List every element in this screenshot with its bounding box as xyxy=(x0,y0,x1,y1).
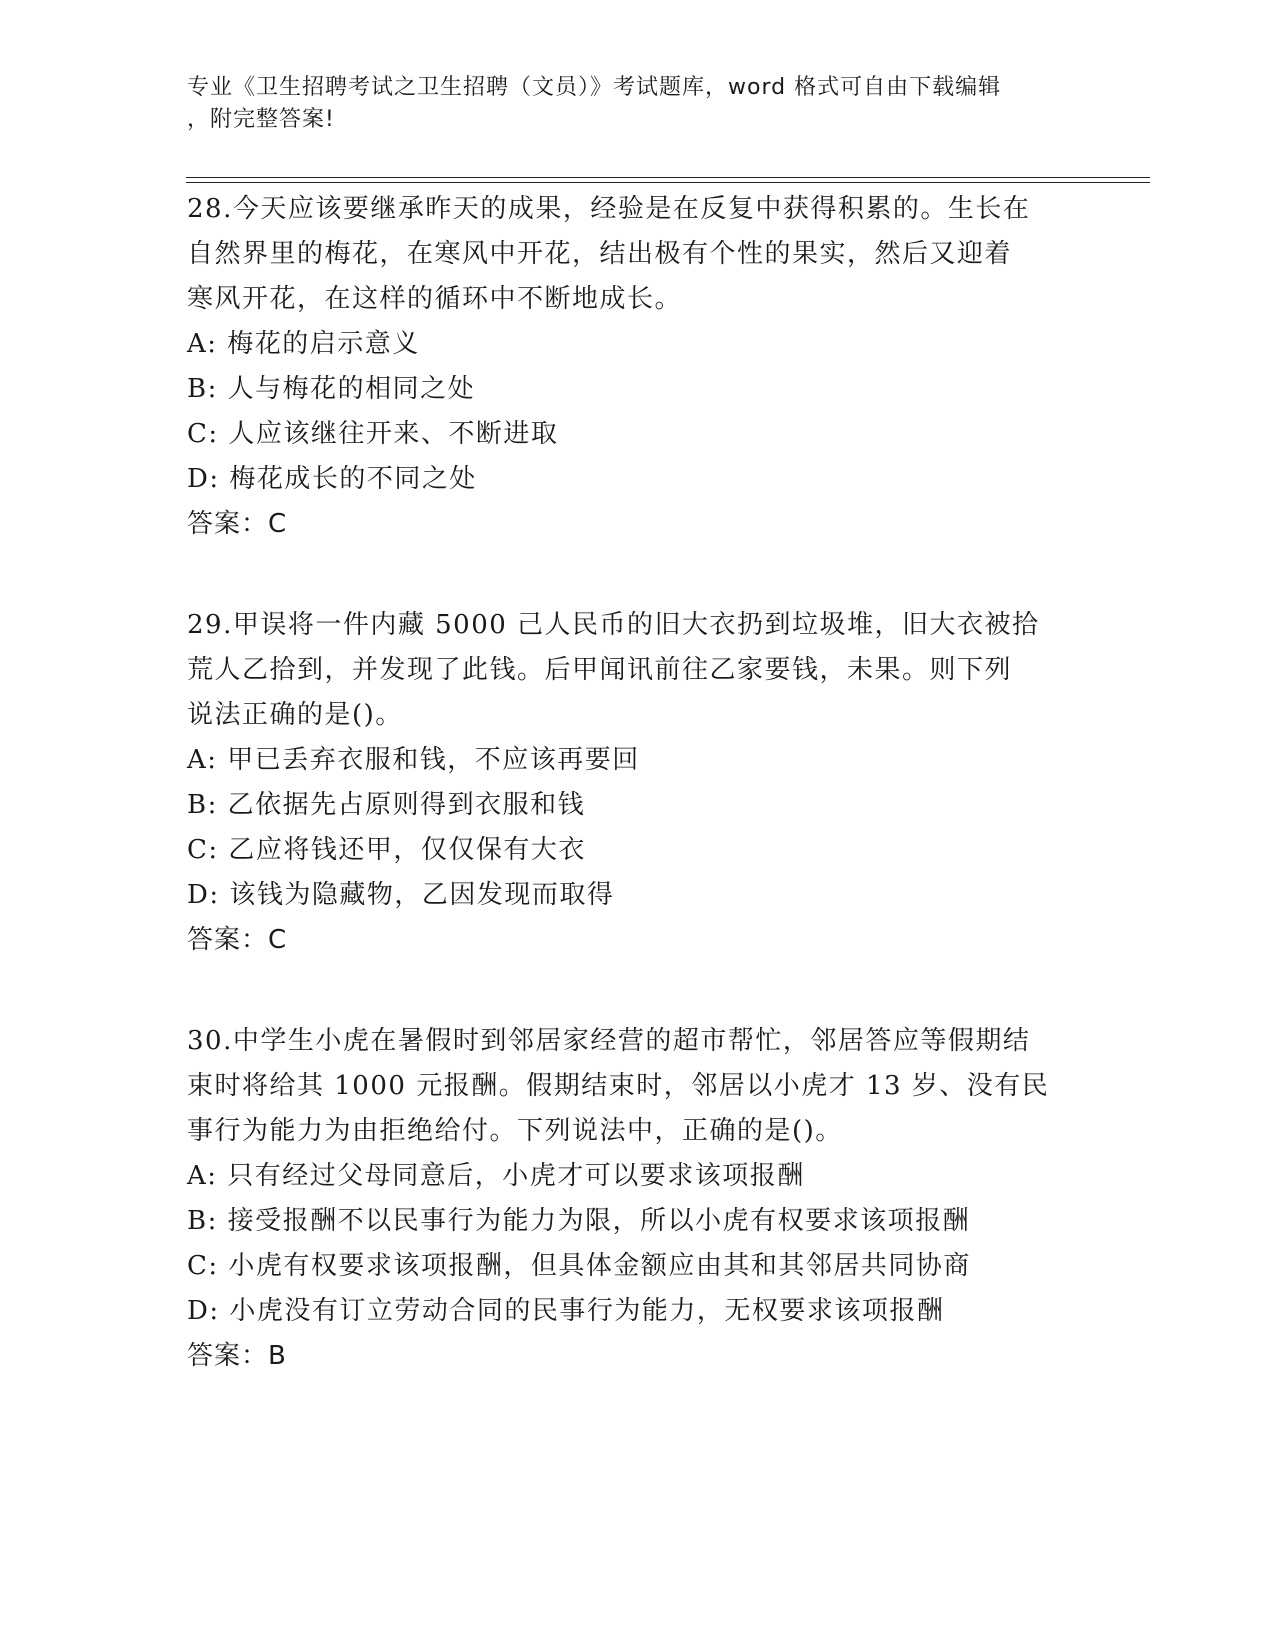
document-header: 专业《卫生招聘考试之卫生招聘（文员）》考试题库，word 格式可自由下载编辑 ，附完整答案! xyxy=(187,75,1002,132)
option-c: C: 人应该继往开来、不断进取 xyxy=(187,419,559,449)
question-30 xyxy=(187,1019,1187,1379)
option-b: B: 乙依据先占原则得到衣服和钱 xyxy=(187,790,586,820)
answer-line: 答案：B xyxy=(187,1341,287,1371)
option-d: D: 小虎没有订立劳动合同的民事行为能力，无权要求该项报酬 xyxy=(187,1296,945,1326)
question-29 xyxy=(187,603,1187,963)
option-d: D: 梅花成长的不同之处 xyxy=(187,464,477,494)
question-stem: 28.今天应该要继承昨天的成果，经验是在反复中获得积累的。生长在 自然界里的梅花，在寒风中开花，结出极有个性的果实，然后又迎着 寒风开花，在这样的循环中不断地成长。 xyxy=(187,194,1031,314)
header-divider-bottom xyxy=(186,182,1150,183)
option-a: A: 梅花的启示意义 xyxy=(187,329,420,359)
question-stem: 30.中学生小虎在暑假时到邻居家经营的超市帮忙，邻居答应等假期结 束时将给其 1000 元报酬。假期结束时，邻居以小虎才 13 岁、没有民 事行为能力为由拒绝给付。下列说法中，正确的是()。 xyxy=(187,1026,1050,1146)
question-28 xyxy=(187,187,1187,547)
option-a: A: 只有经过父母同意后，小虎才可以要求该项报酬 xyxy=(187,1161,805,1191)
question-list xyxy=(187,187,1187,1379)
question-stem: 29.甲误将一件内藏 5000 己人民币的旧大衣扔到垃圾堆，旧大衣被拾 荒人乙拾到，并发现了此钱。后甲闻讯前往乙家要钱，未果。则下列 说法正确的是()。 xyxy=(187,610,1040,730)
option-d: D: 该钱为隐藏物，乙因发现而取得 xyxy=(187,880,615,910)
answer-line: 答案：C xyxy=(187,925,288,955)
option-c: C: 乙应将钱还甲，仅仅保有大衣 xyxy=(187,835,586,865)
answer-line: 答案：C xyxy=(187,509,288,539)
option-c: C: 小虎有权要求该项报酬，但具体金额应由其和其邻居共同协商 xyxy=(187,1251,971,1281)
option-b: B: 人与梅花的相同之处 xyxy=(187,374,476,404)
header-divider-top xyxy=(186,177,1150,178)
option-a: A: 甲已丢弃衣服和钱，不应该再要回 xyxy=(187,745,640,775)
option-b: B: 接受报酬不以民事行为能力为限，所以小虎有权要求该项报酬 xyxy=(187,1206,971,1236)
